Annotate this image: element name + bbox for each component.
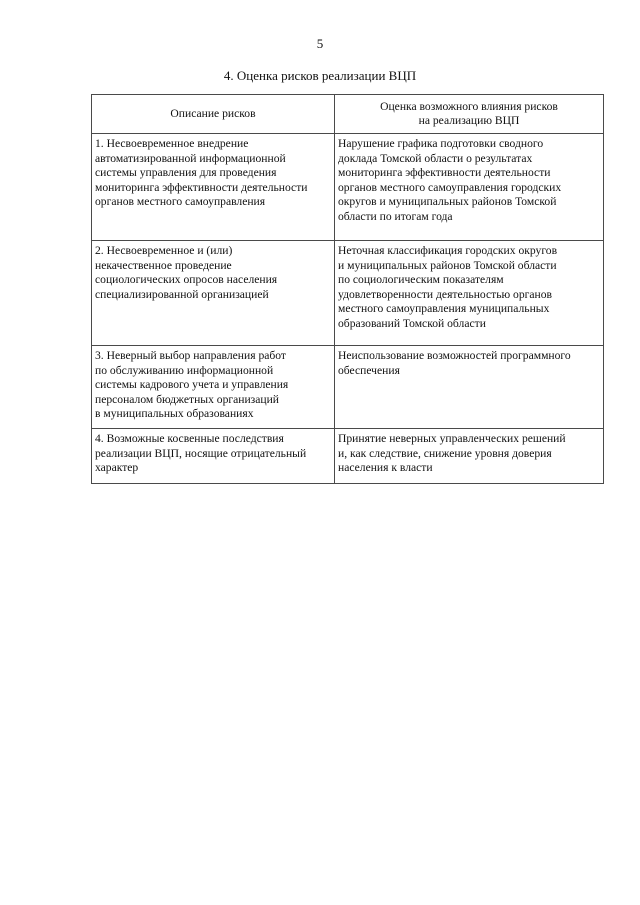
risk-impact-cell — [335, 134, 604, 241]
header-risk-description — [92, 95, 335, 134]
section-title: 4. Оценка рисков реализации ВЦП — [223, 68, 417, 83]
cell-text-line: Принятие неверных управленческих решений — [338, 432, 566, 445]
cell-text-line: области по итогам года — [338, 209, 453, 223]
table-row — [92, 241, 604, 346]
risk-impact-cell — [335, 241, 604, 346]
cell-text-line: 3. Неверный выбор направления работ — [95, 349, 287, 362]
cell-text-line: автоматизированной информационной — [95, 151, 286, 165]
cell-text-line: органов местного самоуправления городских — [338, 180, 562, 194]
cell-text-line: доклада Томской области о результатах — [338, 151, 533, 165]
risk-impact-cell — [335, 429, 604, 484]
cell-text-line: местного самоуправления муниципальных — [338, 302, 550, 315]
header-risk-description-text: Описание рисков — [170, 106, 256, 120]
header-risk-impact-line-2: на реализацию ВЦП — [418, 114, 520, 127]
cell-text-line: социологических опросов населения — [95, 273, 278, 286]
cell-text-line: системы кадрового учета и управления — [95, 378, 289, 391]
cell-text-line: образований Томской области — [338, 316, 486, 330]
cell-text-line: мониторинга эффективности деятельности — [95, 180, 308, 194]
cell-text-line: населения к власти — [338, 461, 433, 474]
table-header-row — [92, 95, 604, 134]
cell-text-line: системы управления для проведения — [95, 166, 277, 179]
cell-text-line: и муниципальных районов Томской области — [338, 258, 557, 272]
header-risk-impact — [335, 95, 604, 134]
risk-description-cell — [92, 429, 335, 484]
cell-text-line: 4. Возможные косвенные последствия — [95, 432, 284, 445]
cell-text-line: 1. Несвоевременное внедрение — [95, 137, 249, 150]
cell-text-line: по обслуживанию информационной — [95, 363, 274, 377]
table-row — [92, 429, 604, 484]
header-risk-impact-line-1: Оценка возможного влияния рисков — [380, 99, 558, 113]
cell-text-line: некачественное проведение — [95, 258, 232, 272]
cell-text-line: в муниципальных образованиях — [95, 407, 254, 420]
table-row — [92, 134, 604, 241]
cell-text-line: удовлетворенности деятельностью органов — [338, 287, 553, 301]
cell-text-line: органов местного самоуправления — [95, 195, 266, 208]
cell-text-line: персоналом бюджетных организаций — [95, 392, 280, 406]
page-number: 5 — [316, 36, 324, 51]
risk-description-cell — [92, 134, 335, 241]
cell-text-line: Неиспользование возможностей программного — [338, 349, 571, 362]
cell-text-line: Неточная классификация городских округов — [338, 244, 558, 257]
cell-text-line: мониторинга эффективности деятельности — [338, 166, 551, 179]
cell-text-line: и, как следствие, снижение уровня доверия — [338, 446, 552, 460]
risk-description-cell — [92, 346, 335, 429]
cell-text-line: обеспечения — [338, 363, 400, 377]
cell-text-line: характер — [95, 461, 139, 474]
risk-assessment-table — [91, 94, 604, 484]
cell-text-line: реализации ВЦП, носящие отрицательный — [95, 446, 307, 460]
table-row — [92, 346, 604, 429]
cell-text-line: по социологическим показателям — [338, 273, 504, 286]
cell-text-line: специализированной организацией — [95, 287, 269, 301]
cell-text-line: Нарушение графика подготовки сводного — [338, 137, 544, 150]
cell-text-line: округов и муниципальных районов Томской — [338, 195, 557, 208]
risk-description-cell — [92, 241, 335, 346]
risk-impact-cell — [335, 346, 604, 429]
cell-text-line: 2. Несвоевременное и (или) — [95, 244, 233, 257]
